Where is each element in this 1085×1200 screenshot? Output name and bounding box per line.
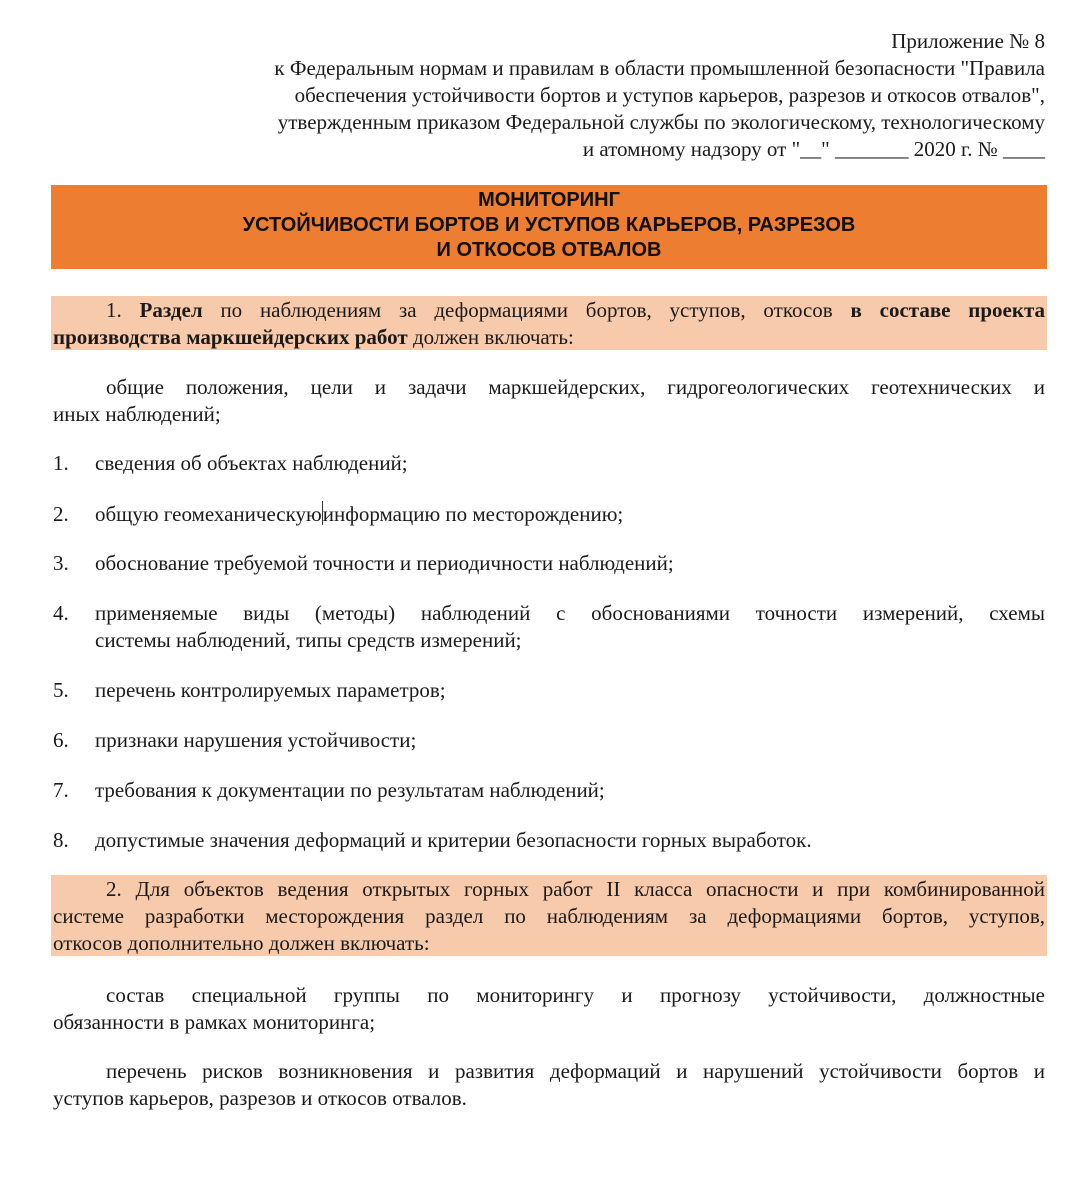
section-1-text-1: по наблюдениям за деформациями бортов, уступов, откосов xyxy=(220,298,833,322)
general-provisions xyxy=(53,374,1045,428)
list-item xyxy=(53,827,1045,854)
title-line-3: И ОТКОСОВ ОТВАЛОВ xyxy=(436,239,662,261)
extra-requirement-2 xyxy=(53,1058,1045,1112)
list-item-text-b: информацию по месторождению; xyxy=(322,502,624,526)
section-1-bold-project: в составе проекта xyxy=(850,298,1046,322)
list-item xyxy=(53,777,1045,804)
extra-2-line-2: уступов карьеров, разрезов и откосов отвалов. xyxy=(53,1086,467,1110)
list-item xyxy=(53,677,1045,704)
appendix-line-4: утвержденным приказом Федеральной службы по экологическому, технологическому xyxy=(277,110,1045,134)
list-item-line-1: применяемые виды (методы) наблюдений с обоснованиями точности измерений, схемы xyxy=(95,601,1045,625)
title-banner xyxy=(51,185,1047,269)
list-item-number: 8. xyxy=(53,828,69,852)
section-1-paragraph xyxy=(53,297,1045,351)
appendix-line-5: и атомному надзору от "__" _______ 2020 г. № ____ xyxy=(582,137,1045,161)
list-item-text: обоснование требуемой точности и периодичности наблюдений; xyxy=(95,551,674,575)
list-item xyxy=(53,550,1045,577)
list-item-number: 1. xyxy=(53,451,69,475)
list-item-text-a: общую геомеханическую xyxy=(95,502,322,526)
appendix-line-3: обеспечения устойчивости бортов и уступов карьеров, разрезов и откосов отвалов", xyxy=(294,83,1045,107)
section-2-line-1: 2. Для объектов ведения открытых горных работ II класса опасности и при комбинированной xyxy=(106,877,1045,901)
extra-1-line-1: состав специальной группы по мониторингу и прогнозу устойчивости, должностные xyxy=(106,983,1045,1007)
section-2-paragraph xyxy=(53,876,1045,957)
general-line-2: иных наблюдений; xyxy=(53,402,221,426)
list-item-number: 7. xyxy=(53,778,69,802)
section-2-line-2: системе разработки месторождения раздел по наблюдениям за деформациями бортов, уступов, xyxy=(53,904,1045,928)
general-line-1: общие положения, цели и задачи маркшейдерских, гидрогеологических геотехнических и xyxy=(106,375,1045,399)
title-line-1: МОНИТОРИНГ xyxy=(478,189,620,211)
list-item-number: 6. xyxy=(53,728,69,752)
list-item-number: 3. xyxy=(53,551,69,575)
section-1-text-2: должен включать: xyxy=(412,325,574,349)
list-item-number: 2. xyxy=(53,502,69,526)
list-item-text: допустимые значения деформаций и критерии безопасности горных выработок. xyxy=(95,828,812,852)
list-item-line-2: системы наблюдений, типы средств измерений; xyxy=(95,628,522,652)
title-line-2: УСТОЙЧИВОСТИ БОРТОВ И УСТУПОВ КАРЬЕРОВ, РАЗРЕЗОВ xyxy=(242,214,856,236)
section-1-number: 1. xyxy=(106,298,122,322)
list-item xyxy=(53,450,1045,477)
appendix-line-2: к Федеральным нормам и правилам в области промышленной безопасности "Правила xyxy=(274,56,1045,80)
list-item xyxy=(53,600,1045,654)
list-item-text: признаки нарушения устойчивости; xyxy=(95,728,417,752)
section-1-bold-razdel: Раздел xyxy=(139,298,203,322)
list-item-text: сведения об объектах наблюдений; xyxy=(95,451,408,475)
list-item-text: требования к документации по результатам наблюдений; xyxy=(95,778,605,802)
extra-1-line-2: обязанности в рамках мониторинга; xyxy=(53,1010,376,1034)
appendix-header xyxy=(120,28,1045,163)
list-item-text: перечень контролируемых параметров; xyxy=(95,678,446,702)
section-1-bold-works: производства маркшейдерских работ xyxy=(53,325,408,349)
list-item-number: 5. xyxy=(53,678,69,702)
extra-requirement-1 xyxy=(53,982,1045,1036)
section-2-line-3: откосов дополнительно должен включать: xyxy=(53,931,430,955)
list-item xyxy=(53,501,1045,528)
extra-2-line-1: перечень рисков возникновения и развития деформаций и нарушений устойчивости бортов и xyxy=(106,1059,1045,1083)
appendix-line-1: Приложение № 8 xyxy=(891,29,1045,53)
list-item xyxy=(53,727,1045,754)
list-item-number: 4. xyxy=(53,601,69,625)
